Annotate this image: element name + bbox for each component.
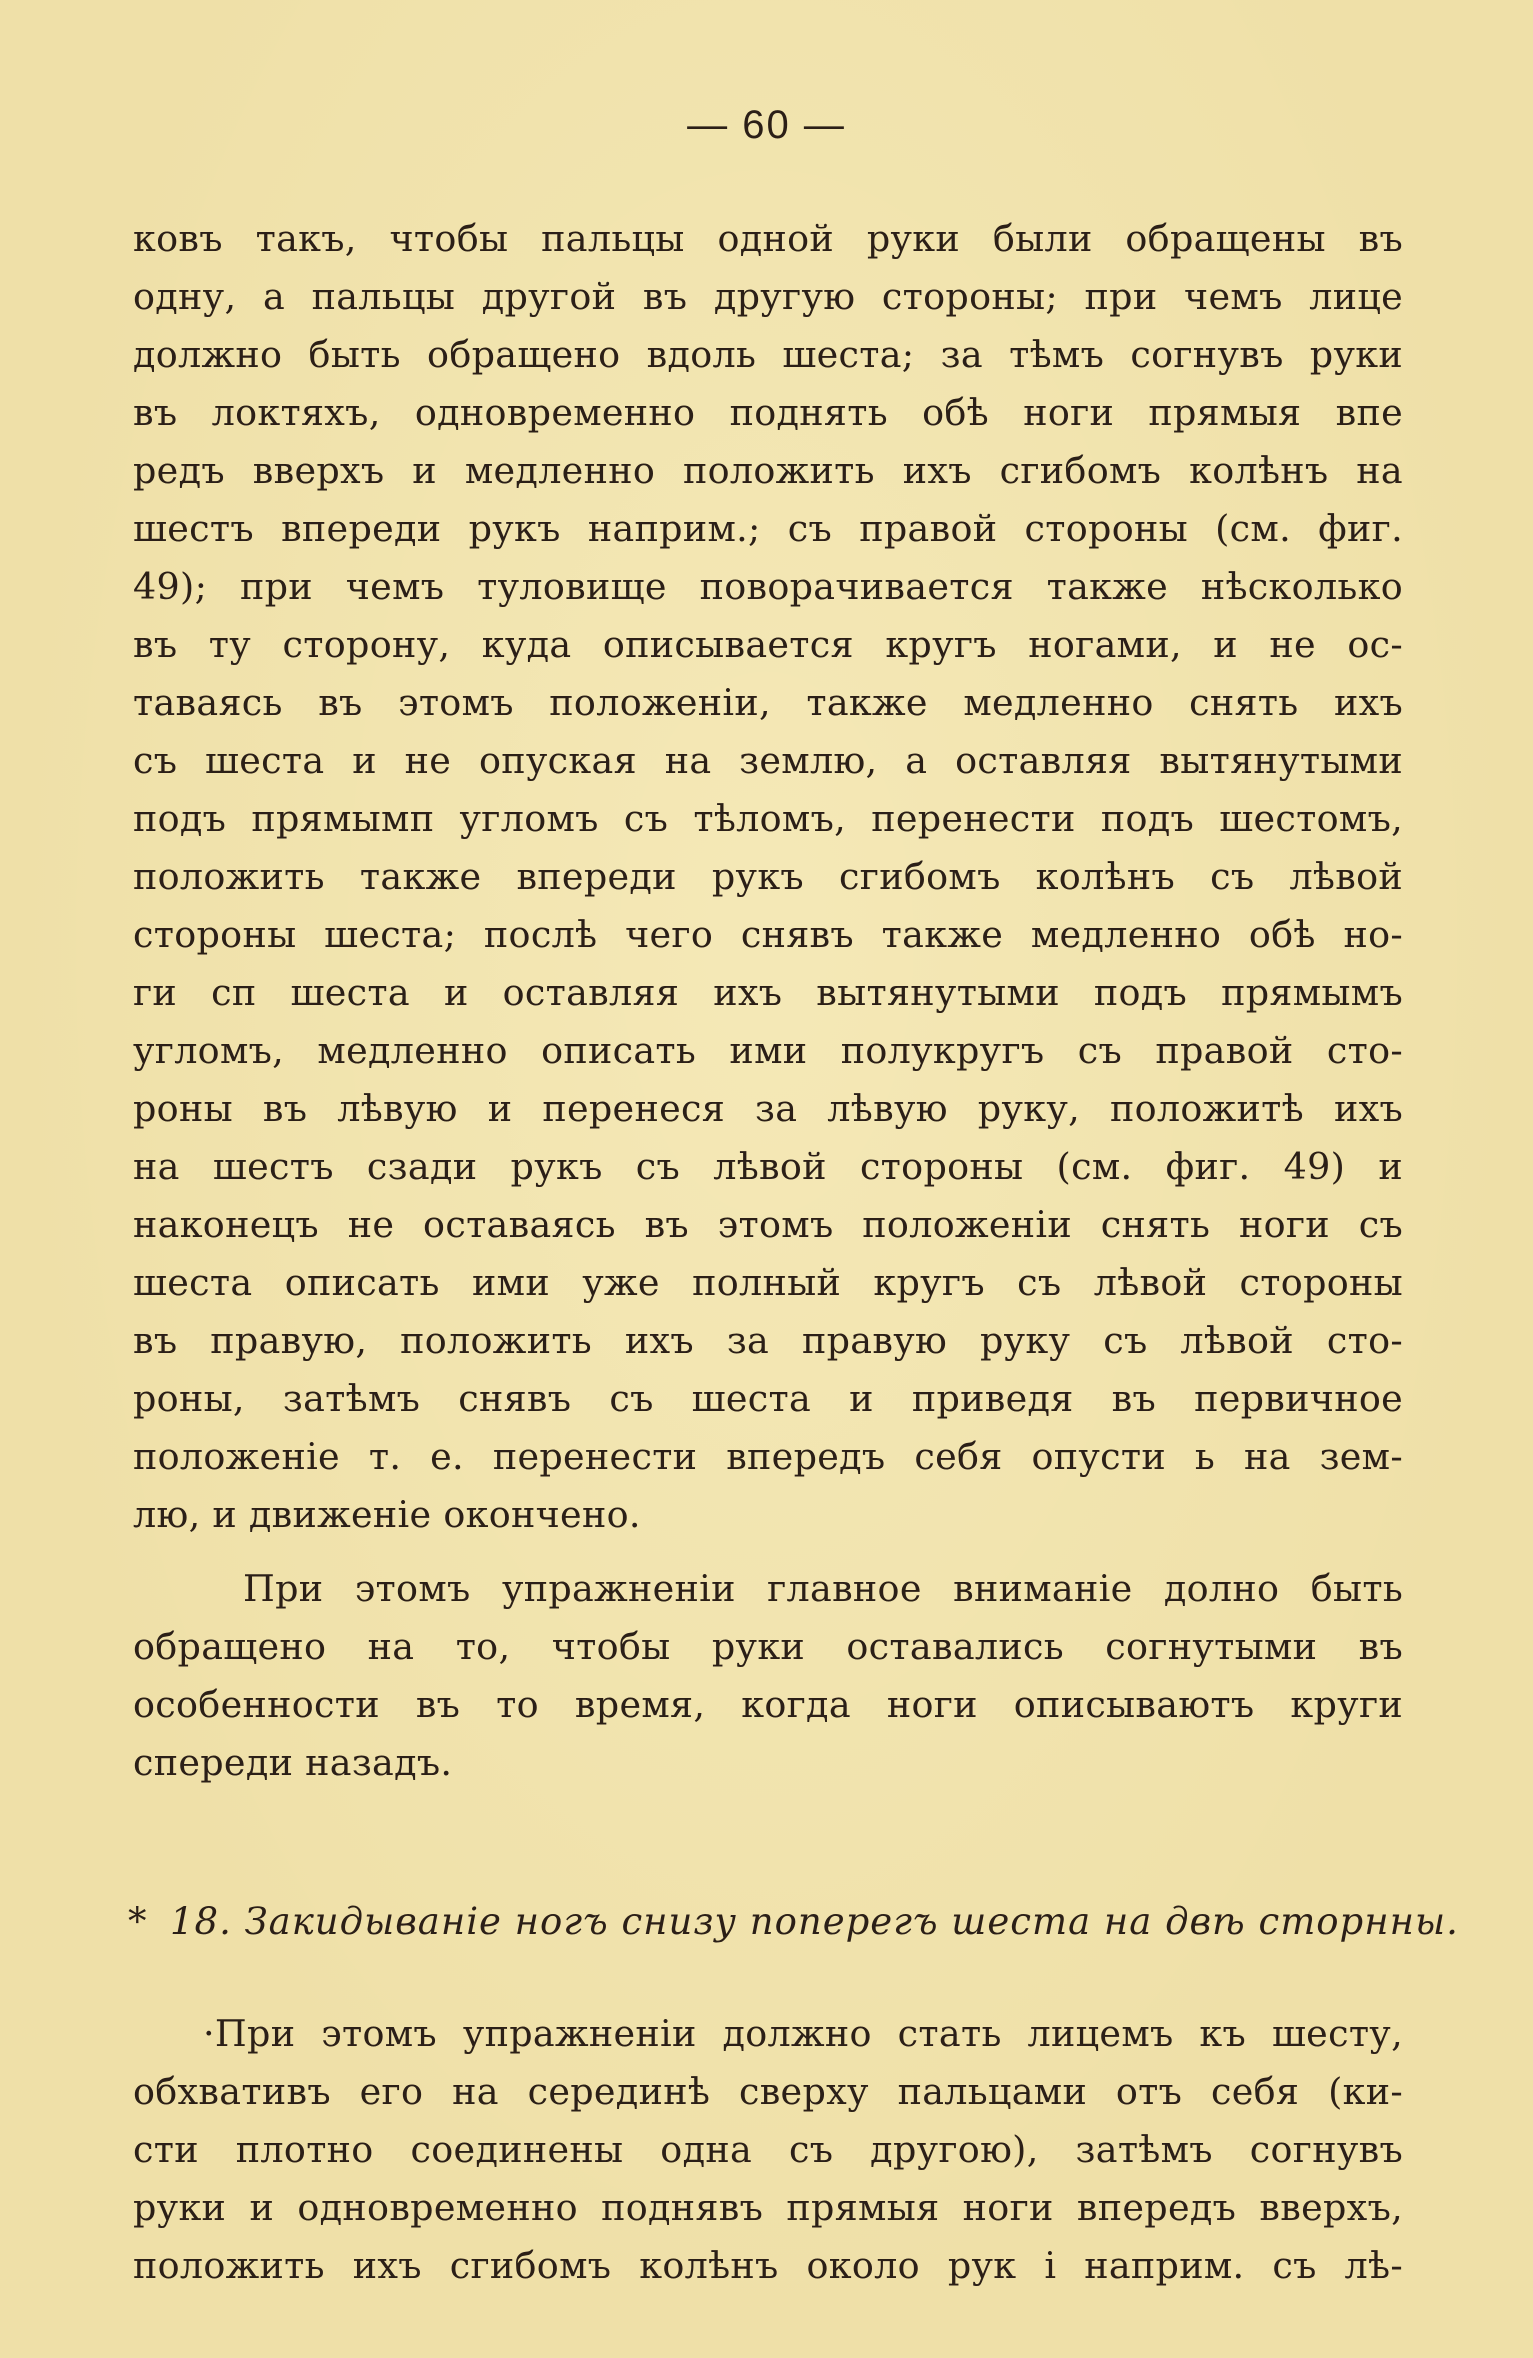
- text-line: спереди назадъ.: [133, 1741, 453, 1784]
- text-line: шеста описать ими уже полный кругъ съ лѣвой стороны: [133, 1261, 1403, 1304]
- text-line: особенности въ то время, когда ноги описываютъ круги: [133, 1683, 1403, 1726]
- text-line: на шестъ сзади рукъ съ лѣвой стороны (см. фиг. 49) и: [133, 1145, 1403, 1188]
- page-number: — 60 —: [687, 103, 846, 147]
- text-line: обхвативъ его на серединѣ сверху пальцами отъ себя (ки-: [133, 2070, 1403, 2113]
- paragraph-3: [133, 2005, 1403, 2295]
- text-line: ковъ такъ, чтобы пальцы одной руки были обращены въ: [133, 217, 1403, 260]
- text-line: положенiе т. е. перенести впередъ себя опусти ь на зем-: [133, 1435, 1403, 1478]
- paragraph-1: [133, 210, 1403, 1544]
- text-line: шестъ впереди рукъ наприм.; съ правой стороны (см. фиг.: [133, 507, 1403, 550]
- text-line: ги сп шеста и оставляя ихъ вытянутыми подъ прямымъ: [133, 971, 1403, 1014]
- text-line: угломъ, медленно описать ими полукругъ съ правой сто-: [133, 1029, 1403, 1072]
- text-line: стороны шеста; послѣ чего снявъ также медленно обѣ но-: [133, 913, 1403, 956]
- text-line: положить ихъ сгибомъ колѣнъ около рук і наприм. съ лѣ-: [133, 2244, 1403, 2287]
- text-line: ·При этомъ упражненiи должно стать лицемъ къ шесту,: [203, 2012, 1403, 2055]
- text-line: таваясь въ этомъ положенiи, также медленно снять ихъ: [133, 681, 1403, 724]
- section-heading-text: 18. Закидыванiе ногъ снизу поперегъ шеста на двѣ сторнны.: [170, 1900, 1459, 1943]
- text-line: сти плотно соединены одна съ другою), затѣмъ согнувъ: [133, 2128, 1403, 2171]
- text-line: лю, и движенiе окончено.: [133, 1493, 641, 1536]
- text-line: должно быть обращено вдоль шеста; за тѣмъ согнувъ руки: [133, 333, 1403, 376]
- footnote-star-marker: *: [128, 1900, 148, 1943]
- text-line: 49); при чемъ туловище поворачивается также нѣсколько: [133, 565, 1403, 608]
- text-line: При этомъ упражненiи главное вниманiе долно быть: [243, 1567, 1403, 1610]
- paragraph-2: [133, 1560, 1403, 1792]
- text-line: роны въ лѣвую и перенеся за лѣвую руку, положитѣ ихъ: [133, 1087, 1403, 1130]
- text-line: наконецъ не оставаясь въ этомъ положенiи снять ноги съ: [133, 1203, 1403, 1246]
- text-line: обращено на то, чтобы руки оставались согнутыми въ: [133, 1625, 1403, 1668]
- text-line: въ ту сторону, куда описывается кругъ ногами, и не ос-: [133, 623, 1403, 666]
- text-line: роны, затѣмъ снявъ съ шеста и приведя въ первичное: [133, 1377, 1403, 1420]
- text-line: редъ вверхъ и медленно положить ихъ сгибомъ колѣнъ на: [133, 449, 1403, 492]
- text-line: руки и одновременно поднявъ прямыя ноги впередъ вверхъ,: [133, 2186, 1403, 2229]
- text-line: положить также впереди рукъ сгибомъ колѣнъ съ лѣвой: [133, 855, 1403, 898]
- section-heading: [128, 1893, 1459, 1951]
- text-line: съ шеста и не опуская на землю, а оставляя вытянутыми: [133, 739, 1403, 782]
- text-line: одну, а пальцы другой въ другую стороны; при чемъ лице: [133, 275, 1403, 318]
- text-line: подъ прямымп угломъ съ тѣломъ, перенести подъ шестомъ,: [133, 797, 1403, 840]
- text-line: въ локтяхъ, одновременно поднять обѣ ноги прямыя впе: [133, 391, 1403, 434]
- text-line: въ правую, положить ихъ за правую руку съ лѣвой сто-: [133, 1319, 1403, 1362]
